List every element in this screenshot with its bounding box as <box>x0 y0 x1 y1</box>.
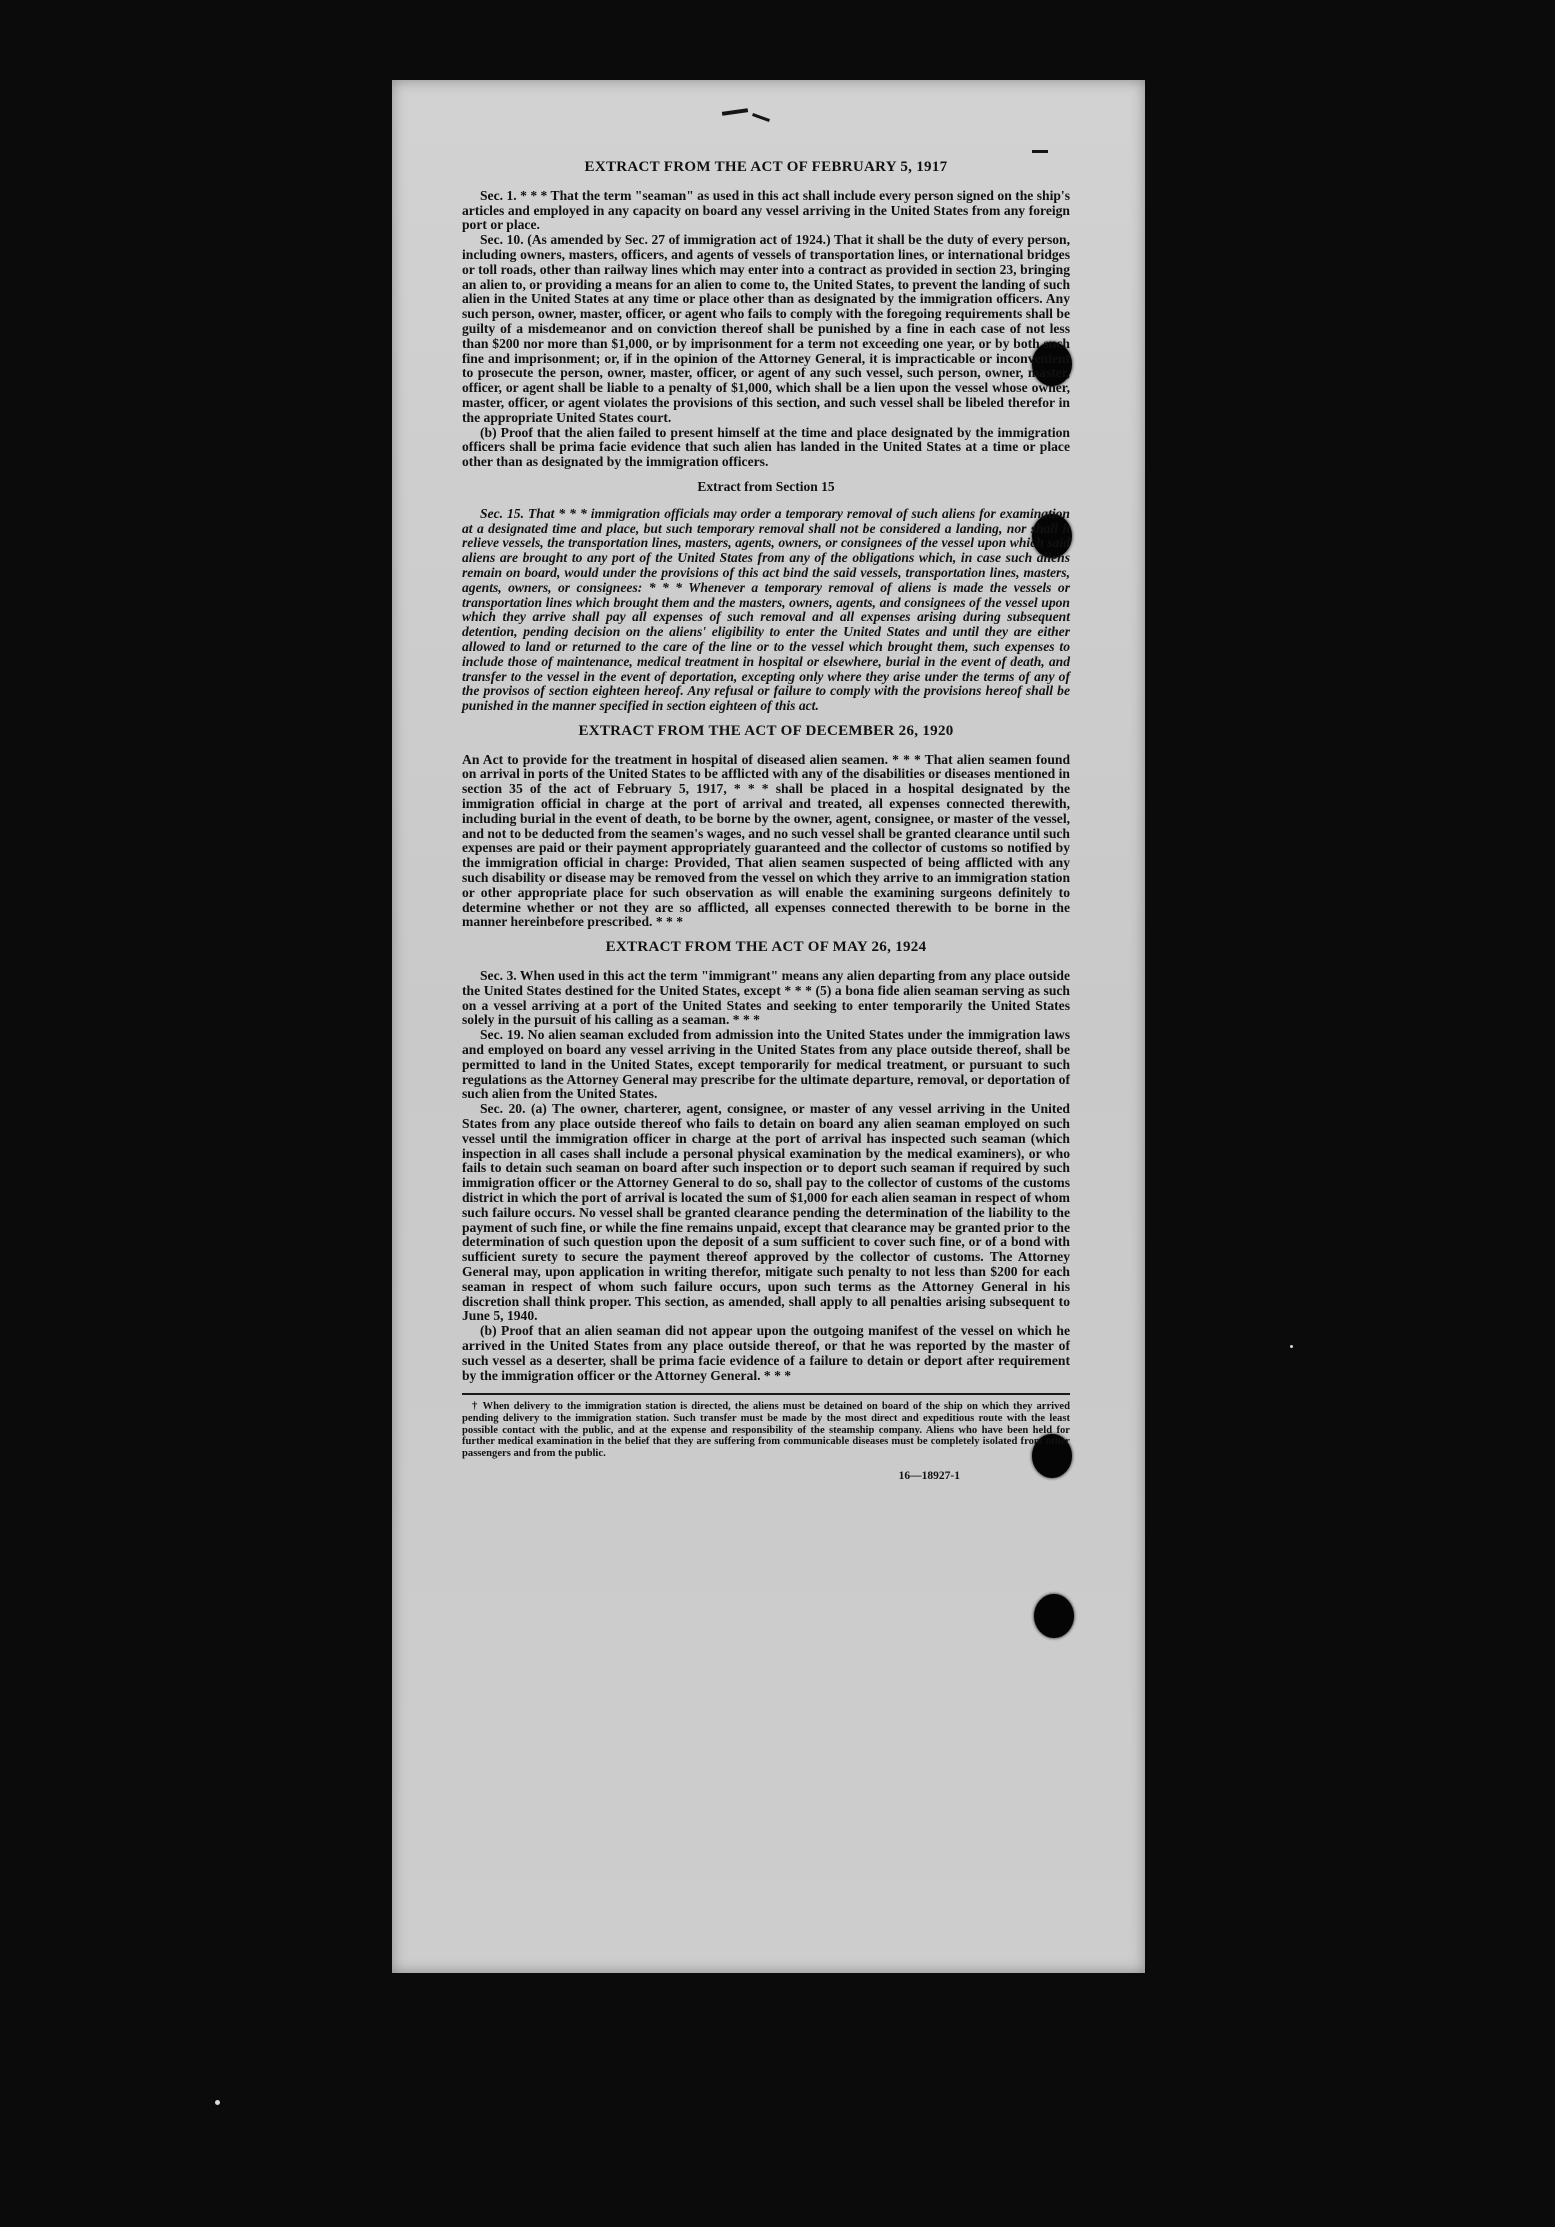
section-heading: EXTRACT FROM THE ACT OF FEBRUARY 5, 1917 <box>584 159 948 175</box>
section-paragraph: Sec. 20. (a) The owner, charterer, agent, consignee, or master of any vessel arriving in the United States from any place outside thereof who fails to detain on board any alien seaman employed on such vessel until the immigration officer in charge at the port of arrival has inspected such seaman (which inspection in all cases shall include a personal physical examination by the medical examiners), or who fails to detain such seaman on board after such inspection or to deport such seaman if required by such immigration officer or the Attorney General to do so, shall pay to the collector of customs of the customs district in which the port of arrival is located the sum of $1,000 for each alien seaman in respect of whom such failure occurs. No vessel shall be granted clearance pending the determination of the liability to the payment of such fine, or while the fine remains unpaid, except that clearance may be granted prior to the determination of such question upon the deposit of a sum sufficient to cover such fine, or of a bond with sufficient surety to secure the payment thereof approved by the collector of customs. The Attorney General may, upon application in writing therefor, mitigate such penalty to not less than $200 for each seaman in respect of whom such failure occurs, upon such terms as the Attorney General in his discretion shall think proper. This section, as amended, shall apply to all penalties arising subsequent to June 5, 1940. <box>462 1101 1070 1324</box>
section-paragraph: Sec. 19. No alien seaman excluded from admission into the United States under the immigration laws and employed on board any vessel arriving in the United States from any place outside thereof, shall be permitted to land in the United States, except temporarily for medical treatment, or pursuant to such regulations as the Attorney General may prescribe for the ultimate departure, removal, or deportation of such alien from the United States. <box>462 1027 1070 1102</box>
document-page <box>392 80 1145 1973</box>
section-heading: EXTRACT FROM THE ACT OF MAY 26, 1924 <box>605 939 927 956</box>
section-heading: EXTRACT FROM THE ACT OF DECEMBER 26, 1920 <box>578 722 954 739</box>
section-paragraph: Sec. 3. When used in this act the term "immigrant" means any alien departing from any place outside the United States destined for the United States, except * * * (5) a bona fide alien seaman serving as such on a vessel arriving at a port of the United States and seeking to enter temporarily the United States solely in the pursuit of his calling as a seaman. * * * <box>462 968 1070 1028</box>
section-paragraph: An Act to provide for the treatment in hospital of diseased alien seamen. * * * That alien seamen found on arrival in ports of the United States to be afflicted with any of the disabilities or diseases mentioned in section 35 of the act of February 5, 1917, * * * shall be placed in a hospital designated by the immigration official in charge at the port of arrival and treated, all expenses connected therewith, including burial in the event of death, to be borne by the owner, agent, consignee, or master of the vessel, and not to be deducted from the seamen's wages, and no such vessel shall be granted clearance until such expenses are paid or their payment appropriately guaranteed and the collector of customs so notified by the immigration official in charge: Provided, That alien seamen suspected of being afflicted with any such disability or disease may be removed from the vessel on which they arrive to an immigration station or other appropriate place for such observation as will enable the examining surgeons definitely to determine whether or not they are so afflicted, all expenses connected therewith to be borne in the manner hereinbefore prescribed. * * * <box>462 751 1070 930</box>
film-speck <box>1290 1345 1293 1348</box>
section-paragraph: Sec. 1. * * * That the term "seaman" as used in this act shall include every person signed on the ship's articles and employed in any capacity on board any vessel arriving in the United States from any foreign port or place. <box>462 187 1070 233</box>
section-paragraph: Sec. 15. That * * * immigration officials may order a temporary removal of such aliens for examination at a designated time and place, but such temporary removal shall not be considered a landing, nor shall it relieve vessels, the transportation lines, masters, agents, owners, or consignees of the vessel upon which said aliens are brought to any port of the United States from any of the obligations which, in case such aliens remain on board, would under the provisions of this act bind the said vessels, transportation lines, masters, agents, owners, or consignees: * * * Whenever a temporary removal of aliens is made the vessels or transportation lines which brought them and the masters, owners, agents, and consignees of the vessel upon which they arrive shall pay all expenses of such removal and all expenses arising during subsequent detention, pending decision on the aliens' eligibility to enter the United States and until they are either allowed to land or returned to the care of the line or to the vessel which brought them, such expenses to include those of maintenance, medical treatment in hospital or elsewhere, burial in the event of death, and transfer to the vessel in the event of deportation, excepting only where they arise under the terms of any of the provisos of section eighteen hereof. Any refusal or failure to comply with the provisions hereof shall be punished in the manner specified in section eighteen of this act. <box>462 505 1070 714</box>
section-paragraph: (b) Proof that the alien failed to present himself at the time and place designated by the immigration officers shall be prima facie evidence that such alien has landed in the United States at a time or place other than as designated by the immigration officers. <box>462 424 1070 470</box>
punch-hole <box>1034 1594 1074 1638</box>
form-number: 16—18927-1 <box>898 1470 960 1483</box>
ink-mark <box>722 108 748 116</box>
ink-mark <box>752 113 770 122</box>
ink-mark <box>1032 150 1048 153</box>
section-subheading: Extract from Section 15 <box>697 478 835 494</box>
document-body <box>462 160 1070 1484</box>
footnote-divider <box>462 1393 1070 1395</box>
section-paragraph: Sec. 10. (As amended by Sec. 27 of immigration act of 1924.) That it shall be the duty of every person, including owners, masters, officers, and agents of vessels of transportation lines, or international bridges or toll roads, other than railway lines which may enter into a contract as provided in section 23, bringing an alien to, or providing a means for an alien to come to, the United States, to prevent the landing of such alien in the United States at any time or place other than as designated by the immigration officers. Any such person, owner, master, officer, or agent who fails to comply with the foregoing requirements shall be guilty of a misdemeanor and on conviction thereof shall be punished by a fine in each case of not less than $200 nor more than $1,000, or by imprisonment for a term not exceeding one year, or by both such fine and imprisonment; or, if in the opinion of the Attorney General, it is impracticable or inconvenient to prosecute the person, owner, master, officer, or agent of any such vessel, such person, owner, master, officer, or agent shall be liable to a penalty of $1,000, which shall be a lien upon the vessel whose owner, master, officer, or agent violates the provisions of this section, and such vessel shall be libeled therefor in the appropriate United States court. <box>462 232 1070 425</box>
section-paragraph: (b) Proof that an alien seaman did not appear upon the outgoing manifest of the vessel on which he arrived in the United States from any place outside thereof, or that he was reported by the master of such vessel as a deserter, shall be prima facie evidence of a failure to detain or deport after requirement by the immigration officer or the Attorney General. * * * <box>462 1323 1070 1383</box>
footnote: † When delivery to the immigration station is directed, the aliens must be detained on board of the ship on which they arrived pending delivery to the immigration station. Such transfer must be made by the most direct and expeditious route with the least possible contact with the public, and at the expense and responsibility of the steamship company. Aliens who have been held for further medical examination in the belief that they are suffering from communicable diseases must be completely isolated from other passengers and from the public. <box>462 1401 1070 1459</box>
film-speck <box>215 2100 220 2105</box>
